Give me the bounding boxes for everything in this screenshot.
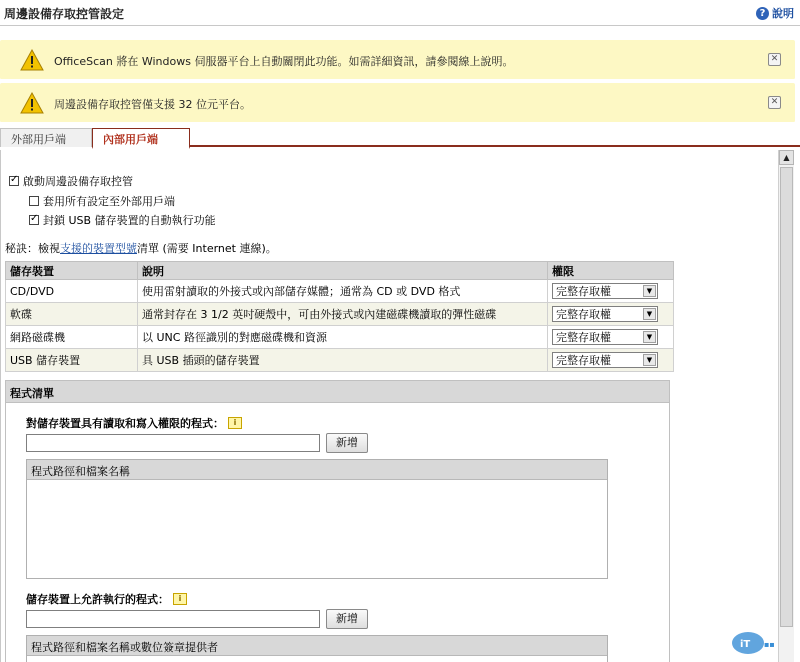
dropdown-arrow-icon: ▼ [643,285,656,297]
exec-programs-title [26,591,187,607]
block-usb-autorun-label: 封鎖 USB 儲存裝置的自動執行功能 [43,214,216,227]
svg-text:▪▪: ▪▪ [764,640,775,649]
rw-program-list [26,459,608,579]
device-description: 通常封存在 3 1/2 英吋硬殼中，可由外接式或內建磁碟機讀取的彈性磁碟 [138,303,548,326]
alert-32bit-only [0,83,795,123]
dropdown-arrow-icon: ▼ [643,354,656,366]
permission-select[interactable] [552,352,658,368]
apply-to-external-checkbox[interactable] [29,196,39,206]
permission-select[interactable] [552,306,658,322]
table-row [6,280,674,303]
info-icon[interactable]: i [228,417,242,429]
program-list-section [5,380,670,662]
alert-message: 周邊設備存取控管僅支援 32 位元平台。 [54,98,251,111]
help-link[interactable] [756,5,794,21]
column-header: 說明 [138,262,548,280]
rw-programs-label: 對儲存裝置具有讀取和寫入權限的程式： [26,417,224,430]
block-usb-autorun-option[interactable] [29,212,216,228]
exec-add-button[interactable]: 新增 [326,609,368,629]
enable-device-control-option[interactable] [9,173,133,189]
tip-text [5,240,277,256]
exec-program-input[interactable] [26,610,320,628]
block-usb-autorun-checkbox[interactable] [29,215,39,225]
list-column-header: 程式路徑和檔案名稱或數位簽章提供者 [27,636,607,656]
page-title: 周邊設備存取控管設定 [4,7,125,21]
permission-select[interactable] [552,329,658,345]
tip-prefix: 秘訣：檢視 [5,242,60,255]
warning-icon [20,92,44,114]
scroll-thumb[interactable] [780,167,793,627]
column-header: 儲存裝置 [6,262,138,280]
dropdown-arrow-icon: ▼ [643,308,656,320]
settings-panel [0,150,778,662]
close-icon[interactable]: ✕ [768,53,781,66]
scroll-up-arrow-icon[interactable]: ▲ [779,150,794,165]
storage-device-table [5,261,674,372]
exec-program-list [26,635,608,662]
apply-to-external-option[interactable] [29,193,175,209]
enable-device-control-label: 啟動周邊設備存取控管 [23,175,133,188]
alert-message: OfficeScan 將在 Windows 伺服器平台上自動關閉此功能。如需詳細資訊，請參閱線上說明。 [54,55,514,68]
device-name: CD/DVD [6,280,138,303]
warning-icon [20,49,44,71]
enable-device-control-checkbox[interactable] [9,176,19,186]
device-description: 使用雷射讀取的外接式或內部儲存媒體；通常為 CD 或 DVD 格式 [138,280,548,303]
list-column-header: 程式路徑和檔案名稱 [27,460,607,480]
tip-suffix: 清單 (需要 Internet 連線)。 [137,242,277,255]
permission-value: 完整存取權 [556,308,611,321]
site-watermark-logo [730,630,794,656]
device-name: 軟碟 [6,303,138,326]
device-description: 以 UNC 路徑識別的對應磁碟機和資源 [138,326,548,349]
permission-value: 完整存取權 [556,331,611,344]
rw-programs-title [26,415,242,431]
table-row [6,349,674,372]
device-description: 具 USB 插頭的儲存裝置 [138,349,548,372]
device-name: 網路磁碟機 [6,326,138,349]
table-row [6,303,674,326]
exec-programs-label: 儲存裝置上允許執行的程式： [26,593,169,606]
help-icon: ? [756,7,769,20]
info-icon[interactable]: i [173,593,187,605]
permission-value: 完整存取權 [556,354,611,367]
apply-to-external-label: 套用所有設定至外部用戶端 [43,195,175,208]
rw-add-button[interactable]: 新增 [326,433,368,453]
help-label: 說明 [772,7,794,20]
alert-windows-server [0,40,795,80]
rw-program-input[interactable] [26,434,320,452]
permission-select[interactable] [552,283,658,299]
dropdown-arrow-icon: ▼ [643,331,656,343]
device-name: USB 儲存裝置 [6,349,138,372]
vertical-scrollbar[interactable] [778,150,794,662]
column-header: 權限 [548,262,674,280]
title-bar [0,0,800,26]
svg-text:iT: iT [740,639,751,650]
tab-internal-clients[interactable]: 內部用戶端 [92,128,190,149]
tab-external-clients[interactable]: 外部用戶端 [0,128,92,147]
permission-value: 完整存取權 [556,285,611,298]
table-row [6,326,674,349]
program-list-heading: 程式清單 [6,381,669,403]
client-tabs [0,128,800,147]
close-icon[interactable]: ✕ [768,96,781,109]
supported-models-link[interactable]: 支援的裝置型號 [60,242,137,255]
